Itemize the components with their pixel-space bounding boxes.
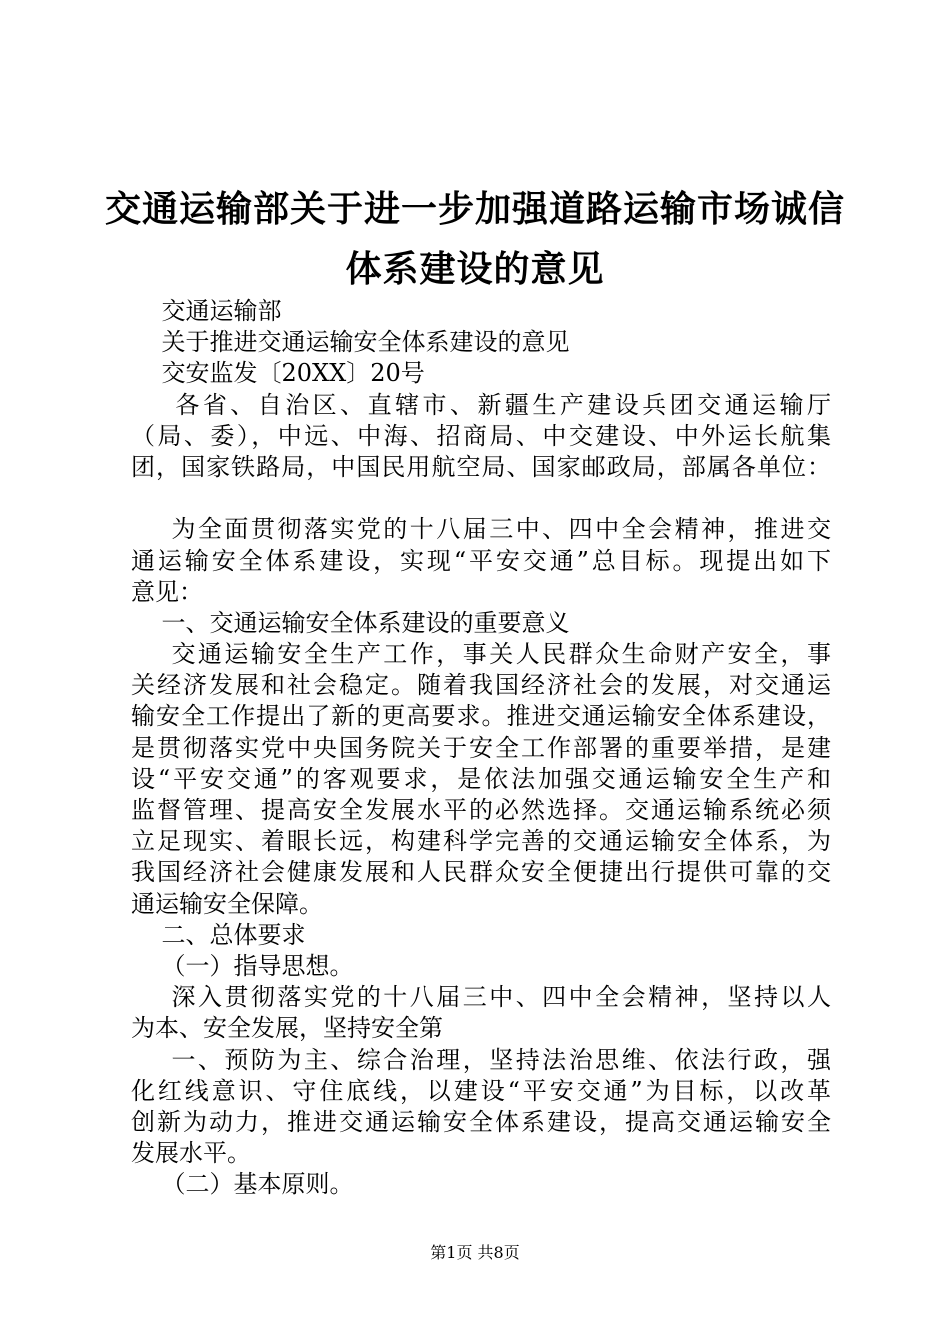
paragraph-line: 为全面贯彻落实党的十八届三中、四中全会精神，推进交	[131, 515, 831, 544]
blank-line	[131, 483, 831, 514]
paragraph-line: 设“平安交通”的客观要求，是依法加强交通运输安全生产和	[131, 764, 831, 793]
document-title	[100, 180, 850, 300]
paragraph-line: 我国经济社会健康发展和人民群众安全便捷出行提供可靠的交	[131, 858, 831, 887]
paragraph-line: 关经济发展和社会稳定。随着我国经济社会的发展，对交通运	[131, 671, 831, 700]
recipients-line: 各省、自治区、直辖市、新疆生产建设兵团交通运输厅	[131, 390, 831, 419]
page-footer: 第1页 共8页	[430, 1243, 520, 1262]
paragraph-line: 输安全工作提出了新的更高要求。推进交通运输安全体系建设，	[131, 702, 831, 731]
document-body	[131, 296, 831, 1200]
paragraph-line: 创新为动力，推进交通运输安全体系建设，提高交通运输安全	[131, 1107, 831, 1136]
paragraph-line: 是贯彻落实党中央国务院关于安全工作部署的重要举措，是建	[131, 733, 831, 762]
paragraph-line: 一、预防为主、综合治理，坚持法治思维、依法行政，强	[131, 1045, 831, 1074]
recipients-line: （局、委），中远、中海、招商局、中交建设、中外运长航集	[131, 421, 831, 450]
paragraph-line: 深入贯彻落实党的十八届三中、四中全会精神，坚持以人	[131, 983, 831, 1012]
org-name: 交通运输部	[131, 297, 282, 325]
paragraph-line: 意见：	[131, 577, 203, 606]
paragraph-line: 化红线意识、守住底线，以建设“平安交通”为目标，以改革	[131, 1076, 831, 1105]
paragraph-line: 立足现实、着眼长远，构建科学完善的交通运输安全体系，为	[131, 827, 831, 856]
paragraph-line: 为本、安全发展，坚持安全第	[131, 1014, 443, 1043]
section-heading: 一、交通运输安全体系建设的重要意义	[131, 608, 570, 637]
doc-number: 交安监发〔20XX〕20号	[131, 359, 425, 388]
paragraph-line: 通运输安全体系建设，实现“平安交通”总目标。现提出如下	[131, 546, 831, 575]
recipients-line: 团，国家铁路局，中国民用航空局、国家邮政局，部属各单位：	[131, 452, 831, 481]
section-heading: 二、总体要求	[131, 920, 306, 949]
paragraph-line: 发展水平。	[131, 1139, 251, 1168]
subsection-heading: （二）基本原则。	[131, 1170, 354, 1199]
doc-subject: 关于推进交通运输安全体系建设的意见	[131, 328, 570, 357]
subsection-heading: （一）指导思想。	[131, 951, 354, 980]
title-line-1: 交通运输部关于进一步加强道路运输市场诚信	[104, 189, 845, 230]
paragraph-line: 监督管理、提高安全发展水平的必然选择。交通运输系统必须	[131, 796, 831, 824]
paragraph-line: 交通运输安全生产工作，事关人民群众生命财产安全，事	[131, 640, 831, 669]
paragraph-line: 通运输安全保障。	[131, 889, 323, 918]
title-line-2: 体系建设的意见	[345, 249, 605, 290]
